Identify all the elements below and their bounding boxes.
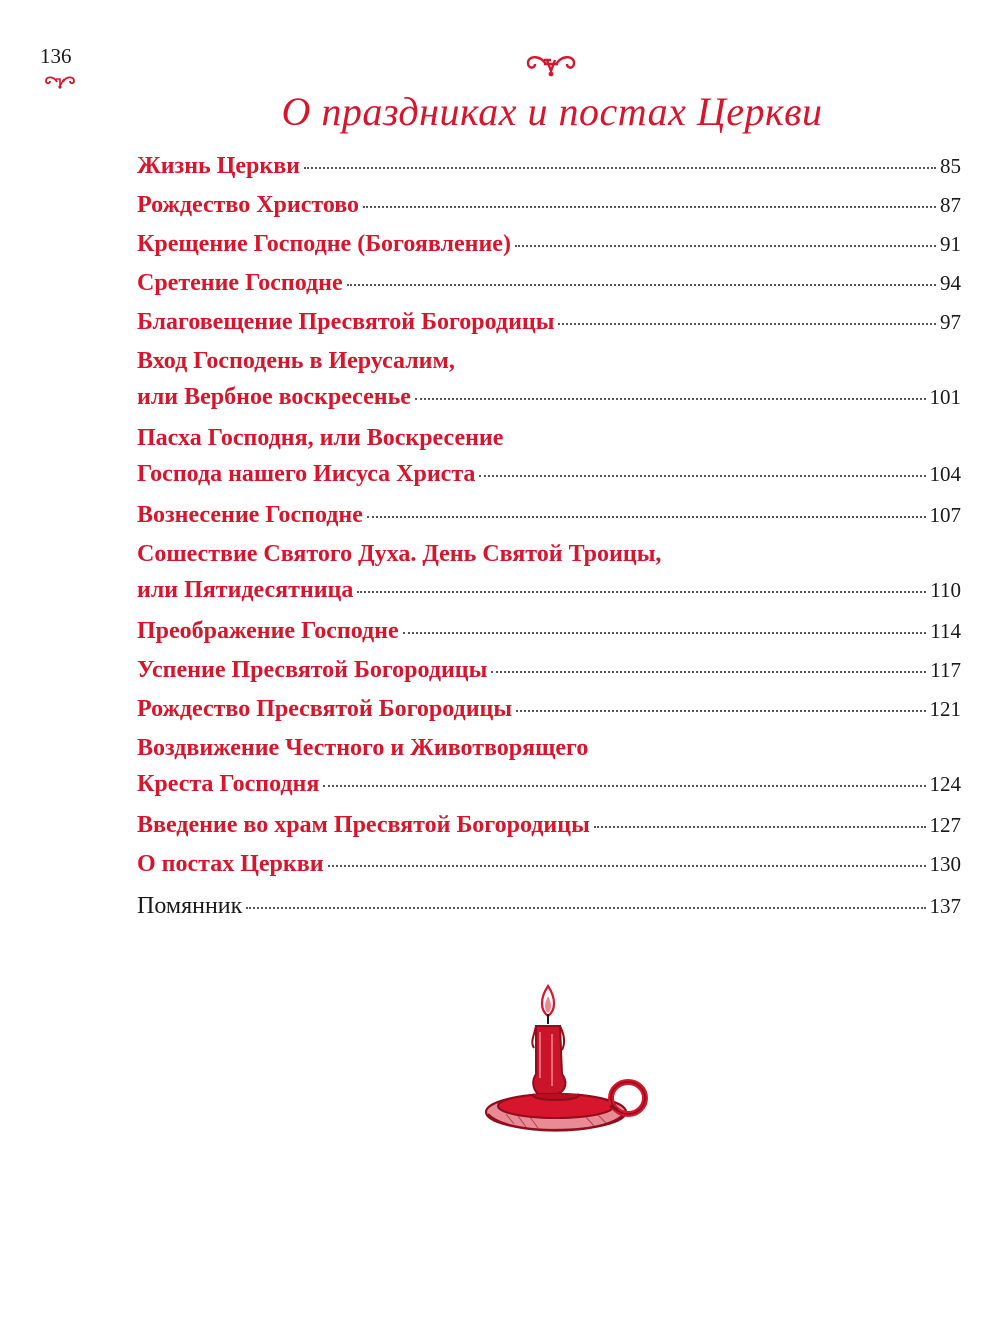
flourish-ornament-icon [522,52,580,78]
toc-page-number: 104 [929,462,961,486]
toc-entry[interactable] [137,420,961,492]
toc-entry-title: Введение во храм Пресвятой Богородицы [137,812,590,838]
toc-page-number: 127 [929,813,961,837]
toc-page-number: 117 [930,658,961,682]
toc-entry-title: Рождество Христово [137,192,360,218]
toc-entry-title: Успение Пресвятой Богородицы [137,657,488,683]
toc-entry[interactable] [137,343,961,415]
toc-page-number: 94 [940,271,961,295]
toc-page-number: 110 [930,578,961,602]
toc-entry-title: Крещение Господне (Богоявление) [137,231,511,257]
table-of-contents [137,148,961,927]
toc-entry-title: Благовещение Пресвятой Богородицы [137,309,555,335]
candle-holder-icon [478,982,658,1142]
dot-leader [415,397,926,400]
toc-page-number: 114 [930,619,961,643]
toc-entry-title: Креста Господня [137,771,320,797]
toc-page-number: 97 [940,310,961,334]
toc-entry-title: Преображение Господне [137,618,399,644]
dot-leader [594,825,926,828]
toc-entry-title-line: Сошествие Святого Духа. День Святой Троицы, [137,541,662,567]
toc-entry-title: Помянник [137,893,243,919]
toc-page-number: 130 [929,852,961,876]
dot-leader [328,864,926,867]
dot-leader [403,631,927,634]
dot-leader [304,166,936,169]
page-number: 136 [40,44,72,68]
dot-leader [363,205,936,208]
toc-entry-title: или Вербное воскресенье [137,384,411,410]
dot-leader [367,515,926,518]
toc-entry-title-line: Пасха Господня, или Воскресение [137,425,504,451]
toc-entry-title: Сретение Господне [137,270,343,296]
toc-page-number: 101 [929,385,961,409]
toc-page-number: 87 [940,193,961,217]
toc-entry[interactable] [137,807,961,843]
toc-entry-title: Вознесение Господне [137,502,363,528]
dot-leader [491,670,926,673]
toc-entry-title: О постах Церкви [137,851,324,877]
dot-leader [479,474,925,477]
toc-entry[interactable] [137,730,961,802]
dot-leader [246,906,925,909]
toc-entry-title: или Пятидесятница [137,577,354,603]
toc-entry[interactable] [137,187,961,223]
toc-entry[interactable] [137,652,961,688]
dot-leader [516,709,925,712]
toc-entry[interactable] [137,304,961,340]
toc-entry[interactable] [137,265,961,301]
toc-page-number: 137 [929,894,961,918]
toc-entry[interactable] [137,226,961,262]
toc-entry-title-line: Вход Господень в Иерусалим, [137,348,455,374]
toc-entry[interactable] [137,888,961,924]
dot-leader [515,244,936,247]
toc-entry[interactable] [137,691,961,727]
toc-entry-title-line: Воздвижение Честного и Животворящего [137,735,589,761]
toc-entry[interactable] [137,497,961,533]
dot-leader [323,784,925,787]
toc-entry[interactable] [137,536,961,608]
toc-entry[interactable] [137,613,961,649]
toc-entry[interactable] [137,846,961,882]
toc-entry-title: Рождество Пресвятой Богородицы [137,696,513,722]
toc-entry-title: Жизнь Церкви [137,153,301,179]
dot-leader [558,322,936,325]
toc-entry-title: Господа нашего Иисуса Христа [137,461,476,487]
toc-page-number: 124 [929,772,961,796]
toc-page-number: 121 [929,697,961,721]
toc-page-number: 85 [940,154,961,178]
toc-page-number: 107 [929,503,961,527]
toc-entry[interactable] [137,148,961,184]
toc-page-number: 91 [940,232,961,256]
dot-leader [347,283,936,286]
page-title: О праздниках и постах Церкви [281,89,823,134]
dot-leader [357,590,926,593]
